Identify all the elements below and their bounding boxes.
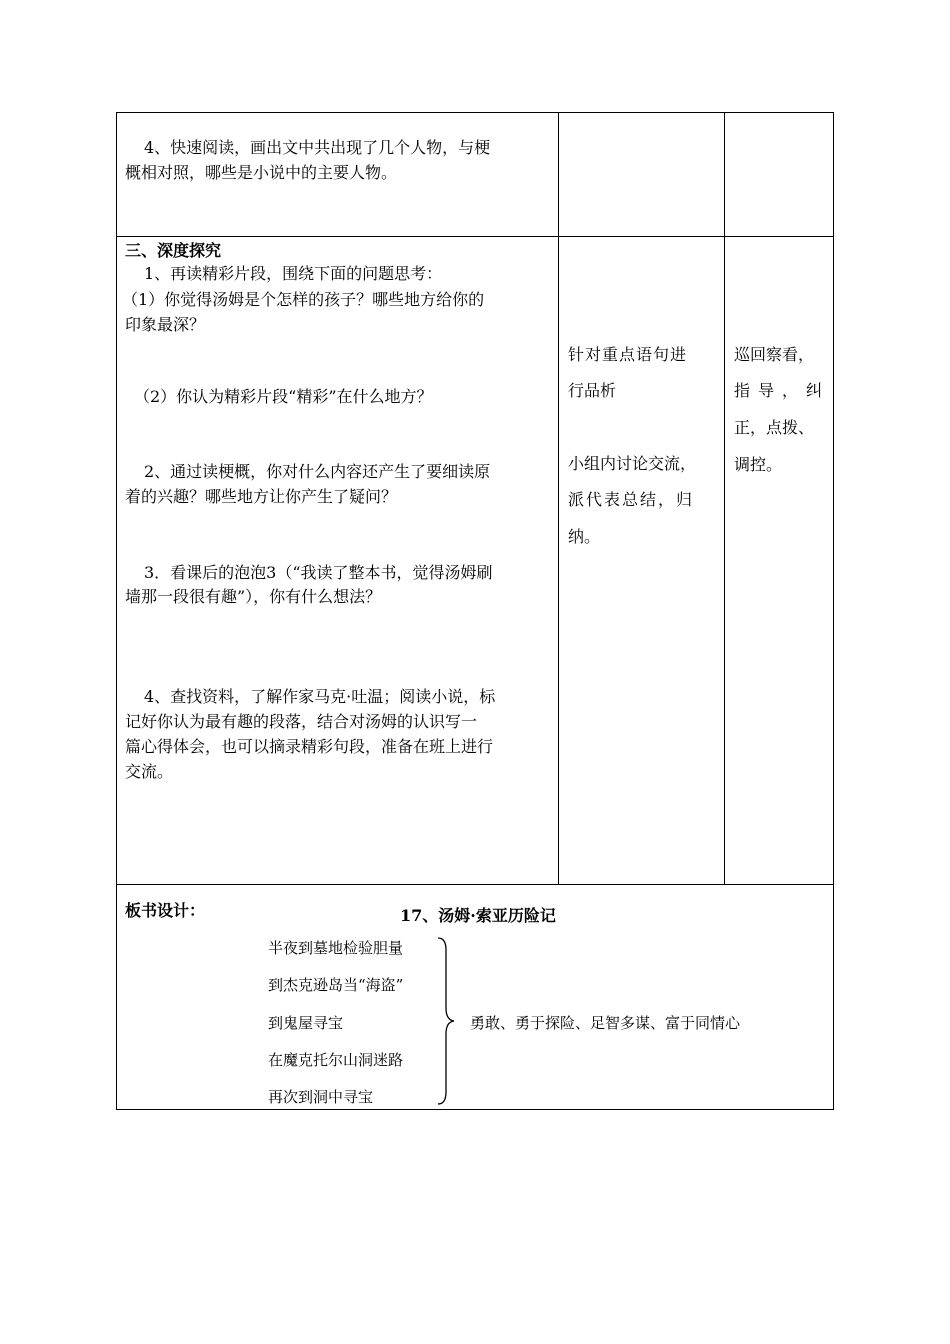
teacher-activity-line4: 调控。 <box>734 455 783 474</box>
question-4-line2: 记好你认为最有趣的段落，结合对汤姆的认识写一 <box>125 712 478 731</box>
board-event-3: 到鬼屋寻宝 <box>268 1014 344 1032</box>
teacher-activity-line2: 指导，纠 <box>734 381 831 400</box>
question-3-line1: 3．看课后的泡泡3（“我读了整本书，觉得汤姆刷 <box>144 563 493 582</box>
question-1-1-line1: （1）你觉得汤姆是个怎样的孩子？哪些地方给你的 <box>122 290 485 309</box>
table-border-left <box>116 112 117 1110</box>
board-summary: 勇敢、勇于探险、足智多谋、富于同情心 <box>470 1014 741 1032</box>
student-activity-line4: 派代表总结，归 <box>568 490 695 509</box>
teacher-activity-line3: 正，点拨、 <box>734 418 815 437</box>
question-2-line1: 2、通过读梗概，你对什么内容还产生了要细读原 <box>144 462 491 481</box>
column-divider-1 <box>558 112 559 885</box>
student-activity-line3: 小组内讨论交流， <box>568 454 697 473</box>
question-4-line1: 4、查找资料，了解作家马克·吐温；阅读小说，标 <box>144 687 496 706</box>
question-1-intro: 1、再读精彩片段，围绕下面的问题思考： <box>144 264 443 283</box>
item4-line1: 4、快速阅读，画出文中共出现了几个人物，与梗 <box>144 138 491 157</box>
board-event-5: 再次到洞中寻宝 <box>268 1088 374 1106</box>
student-activity-line5: 纳。 <box>568 527 601 546</box>
question-4-line3: 篇心得体会，也可以摘录精彩句段，准备在班上进行 <box>125 737 494 756</box>
row-divider-2 <box>116 884 834 885</box>
board-design-title: 17、汤姆·索亚历险记 <box>400 906 556 925</box>
column-divider-2 <box>724 112 725 885</box>
table-border-bottom <box>116 1109 834 1110</box>
board-event-1: 半夜到墓地检验胆量 <box>268 939 404 957</box>
question-1-1-line2: 印象最深？ <box>125 315 206 334</box>
question-3-line2: 墙那一段很有趣”），你有什么想法？ <box>125 587 382 606</box>
question-4-line4: 交流。 <box>125 762 174 781</box>
table-border-right <box>833 112 834 1110</box>
board-event-2: 到杰克逊岛当“海盗” <box>268 976 404 994</box>
teacher-activity-line1: 巡回察看， <box>734 345 815 364</box>
row-divider-1 <box>116 236 834 237</box>
section-title: 三、深度探究 <box>125 241 222 260</box>
board-event-4: 在魔克托尔山洞迷路 <box>268 1051 404 1069</box>
student-activity-line1: 针对重点语句进 <box>568 345 688 364</box>
board-design-label: 板书设计： <box>125 901 206 920</box>
item4-line2: 概相对照，哪些是小说中的主要人物。 <box>125 163 398 182</box>
question-2-line2: 着的兴趣？哪些地方让你产生了疑问？ <box>125 487 398 506</box>
table-border-top <box>116 112 834 113</box>
student-activity-line2: 行品析 <box>568 381 617 400</box>
question-1-2: （2）你认为精彩片段“精彩”在什么地方？ <box>134 387 433 406</box>
curly-brace <box>436 936 456 1106</box>
